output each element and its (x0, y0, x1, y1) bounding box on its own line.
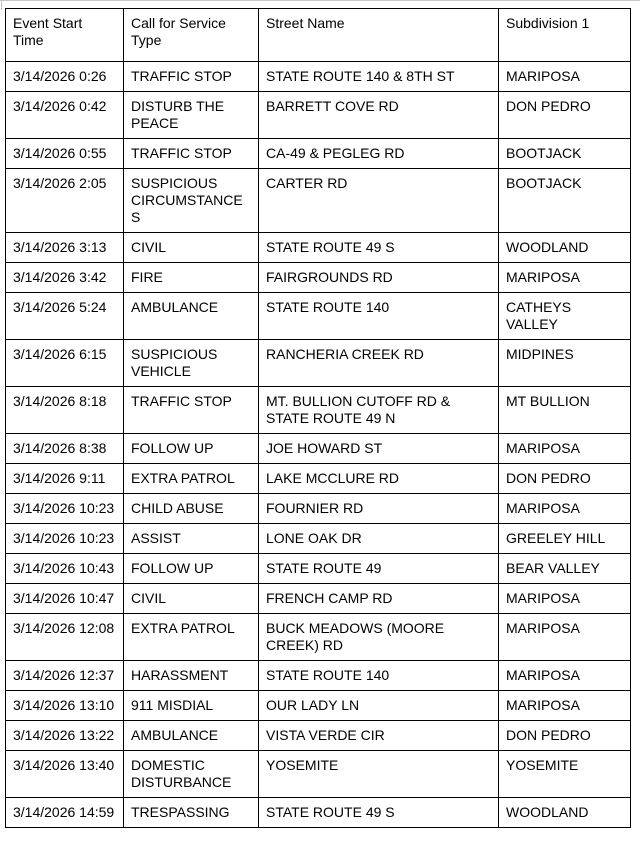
cell-call-for-service-type: AMBULANCE (124, 721, 259, 751)
cell-call-for-service-type: ASSIST (124, 524, 259, 554)
table-row (6, 554, 631, 584)
header-row (6, 9, 631, 62)
cell-street-name: LONE OAK DR (259, 524, 499, 554)
table-row (6, 434, 631, 464)
table-row (6, 233, 631, 263)
cell-street-name: FAIRGROUNDS RD (259, 263, 499, 293)
cell-subdivision-1: WOODLAND (499, 798, 631, 828)
cell-event-start-time: 3/14/2026 13:10 (6, 691, 124, 721)
cell-street-name: STATE ROUTE 140 (259, 661, 499, 691)
cell-street-name: OUR LADY LN (259, 691, 499, 721)
cell-street-name: STATE ROUTE 49 (259, 554, 499, 584)
table-row (6, 691, 631, 721)
cell-street-name: BARRETT COVE RD (259, 92, 499, 139)
cell-subdivision-1: YOSEMITE (499, 751, 631, 798)
cell-subdivision-1: MARIPOSA (499, 614, 631, 661)
cell-event-start-time: 3/14/2026 6:15 (6, 340, 124, 387)
cell-subdivision-1: CATHEYS VALLEY (499, 293, 631, 340)
cell-call-for-service-type: TRAFFIC STOP (124, 62, 259, 92)
table-row (6, 494, 631, 524)
cell-subdivision-1: DON PEDRO (499, 92, 631, 139)
table-row (6, 464, 631, 494)
cell-subdivision-1: MARIPOSA (499, 584, 631, 614)
cell-subdivision-1: MARIPOSA (499, 661, 631, 691)
cell-call-for-service-type: FOLLOW UP (124, 554, 259, 584)
calls-for-service-table (5, 8, 631, 828)
cell-event-start-time: 3/14/2026 13:40 (6, 751, 124, 798)
cell-call-for-service-type: 911 MISDIAL (124, 691, 259, 721)
table-body (6, 62, 631, 828)
table-header (6, 9, 631, 62)
cell-call-for-service-type: TRAFFIC STOP (124, 387, 259, 434)
table-row (6, 293, 631, 340)
cell-event-start-time: 3/14/2026 8:38 (6, 434, 124, 464)
cell-call-for-service-type: DOMESTIC DISTURBANCE (124, 751, 259, 798)
table-row (6, 798, 631, 828)
cell-subdivision-1: DON PEDRO (499, 721, 631, 751)
cell-call-for-service-type: CIVIL (124, 584, 259, 614)
cell-street-name: RANCHERIA CREEK RD (259, 340, 499, 387)
cell-call-for-service-type: CIVIL (124, 233, 259, 263)
cell-street-name: FOURNIER RD (259, 494, 499, 524)
column-header-street-name: Street Name (259, 9, 499, 62)
cell-event-start-time: 3/14/2026 3:42 (6, 263, 124, 293)
cell-event-start-time: 3/14/2026 12:08 (6, 614, 124, 661)
table-row (6, 614, 631, 661)
cell-event-start-time: 3/14/2026 13:22 (6, 721, 124, 751)
cell-event-start-time: 3/14/2026 0:55 (6, 139, 124, 169)
column-header-event-start-time: Event Start Time (6, 9, 124, 62)
cell-street-name: VISTA VERDE CIR (259, 721, 499, 751)
table-row (6, 263, 631, 293)
cell-subdivision-1: GREELEY HILL (499, 524, 631, 554)
cell-event-start-time: 3/14/2026 0:42 (6, 92, 124, 139)
cell-subdivision-1: WOODLAND (499, 233, 631, 263)
column-header-call-for-service-type: Call for Service Type (124, 9, 259, 62)
cell-street-name: CARTER RD (259, 169, 499, 233)
cell-call-for-service-type: CHILD ABUSE (124, 494, 259, 524)
cell-call-for-service-type: TRAFFIC STOP (124, 139, 259, 169)
cell-event-start-time: 3/14/2026 9:11 (6, 464, 124, 494)
cell-subdivision-1: MARIPOSA (499, 263, 631, 293)
cell-subdivision-1: BOOTJACK (499, 139, 631, 169)
table-row (6, 340, 631, 387)
cell-event-start-time: 3/14/2026 10:43 (6, 554, 124, 584)
cell-street-name: STATE ROUTE 140 & 8TH ST (259, 62, 499, 92)
cell-subdivision-1: BEAR VALLEY (499, 554, 631, 584)
column-header-subdivision-1: Subdivision 1 (499, 9, 631, 62)
cell-street-name: FRENCH CAMP RD (259, 584, 499, 614)
cell-street-name: STATE ROUTE 49 S (259, 798, 499, 828)
cell-call-for-service-type: TRESPASSING (124, 798, 259, 828)
cell-event-start-time: 3/14/2026 10:23 (6, 494, 124, 524)
cell-subdivision-1: BOOTJACK (499, 169, 631, 233)
table-row (6, 661, 631, 691)
cell-subdivision-1: MARIPOSA (499, 691, 631, 721)
partial-gridline-horizontal (0, 0, 640, 1)
cell-street-name: STATE ROUTE 49 S (259, 233, 499, 263)
cell-event-start-time: 3/14/2026 5:24 (6, 293, 124, 340)
cell-subdivision-1: MARIPOSA (499, 62, 631, 92)
cell-call-for-service-type: DISTURB THE PEACE (124, 92, 259, 139)
cell-street-name: BUCK MEADOWS (MOORE CREEK) RD (259, 614, 499, 661)
cell-subdivision-1: MT BULLION (499, 387, 631, 434)
cell-event-start-time: 3/14/2026 10:23 (6, 524, 124, 554)
cell-event-start-time: 3/14/2026 8:18 (6, 387, 124, 434)
cell-subdivision-1: MIDPINES (499, 340, 631, 387)
cell-event-start-time: 3/14/2026 14:59 (6, 798, 124, 828)
cell-call-for-service-type: HARASSMENT (124, 661, 259, 691)
cell-call-for-service-type: EXTRA PATROL (124, 614, 259, 661)
cell-event-start-time: 3/14/2026 3:13 (6, 233, 124, 263)
table-row (6, 169, 631, 233)
cell-call-for-service-type: SUSPICIOUS CIRCUMSTANCES (124, 169, 259, 233)
cell-call-for-service-type: EXTRA PATROL (124, 464, 259, 494)
table-row (6, 751, 631, 798)
cell-event-start-time: 3/14/2026 12:37 (6, 661, 124, 691)
table-row (6, 139, 631, 169)
table-row (6, 387, 631, 434)
cell-subdivision-1: MARIPOSA (499, 494, 631, 524)
table-row (6, 524, 631, 554)
table-row (6, 62, 631, 92)
cell-street-name: LAKE MCCLURE RD (259, 464, 499, 494)
table-row (6, 92, 631, 139)
cell-event-start-time: 3/14/2026 2:05 (6, 169, 124, 233)
cell-street-name: MT. BULLION CUTOFF RD & STATE ROUTE 49 N (259, 387, 499, 434)
table-row (6, 721, 631, 751)
cell-subdivision-1: DON PEDRO (499, 464, 631, 494)
cell-call-for-service-type: AMBULANCE (124, 293, 259, 340)
cell-call-for-service-type: FIRE (124, 263, 259, 293)
cell-street-name: YOSEMITE (259, 751, 499, 798)
partial-gridline-vertical (1, 0, 2, 10)
cell-street-name: JOE HOWARD ST (259, 434, 499, 464)
cell-call-for-service-type: SUSPICIOUS VEHICLE (124, 340, 259, 387)
cell-call-for-service-type: FOLLOW UP (124, 434, 259, 464)
cell-event-start-time: 3/14/2026 0:26 (6, 62, 124, 92)
table-row (6, 584, 631, 614)
cell-event-start-time: 3/14/2026 10:47 (6, 584, 124, 614)
cell-street-name: CA-49 & PEGLEG RD (259, 139, 499, 169)
cell-subdivision-1: MARIPOSA (499, 434, 631, 464)
cell-street-name: STATE ROUTE 140 (259, 293, 499, 340)
